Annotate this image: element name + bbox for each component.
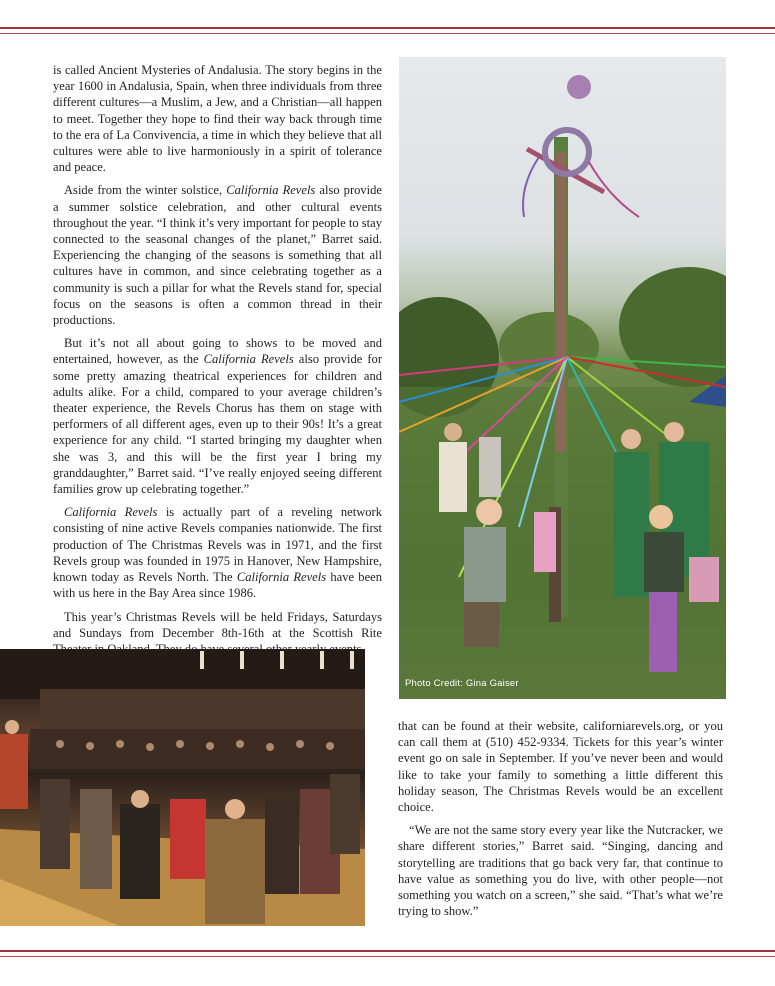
italic-title: California Revels xyxy=(226,183,316,198)
article-left-column xyxy=(53,62,382,664)
top-double-rule xyxy=(0,27,775,36)
photo-credit: Photo Credit: Gina Gaiser xyxy=(405,678,519,689)
text-run: that can be found at their website, californiarevels.org, or you can call them at (510) 452-9334. Tickets for this year’s winter event go on sale in September. If you’ve never been and would like to take your family to something a little different this holiday season, The Christmas Revels would be an excellent choice. xyxy=(398,719,723,815)
paragraph xyxy=(53,504,382,601)
text-run: “We are not the same story every year like the Nutcracker, we share different stories,” Barret said. “Singing, dancing and storytelling are traditions that go back very far, that continue to have value as something you do live, with other people—not something you watch on a screen,” she said. “That’s what we’re trying to show.” xyxy=(398,823,723,919)
text-run: But it’s not all about going to shows to be moved and entertained, however, as the xyxy=(53,336,382,367)
paragraph xyxy=(53,335,382,497)
text-run: also provide for some pretty amazing theatrical experiences for children and adults alike. For a child, compared to your average children’s theater experience, the Revels Chorus has them on stage with performers of all different ages, even up to their 90s! It’s a great experience for any child. “I started bringing my daughter when she was 3, and this will be the first year I bring my granddaughter,” Barret said. “I’ve really enjoyed seeing different families grow up celebrating together.” xyxy=(53,352,383,497)
stage-illustration xyxy=(0,649,365,926)
stage-performance-photo xyxy=(0,649,365,926)
paragraph xyxy=(53,182,382,328)
text-run: also provide a summer solstice celebration, and other cultural events throughout the year. “I think it’s very important for people to stay connected to the seasonal changes of the planet,” Barret said. Experiencing the changing of the seasons is something that all cultures have in common, and since celebrating together as a community is such a pillar for what the Revels stand for, special focus on the seasons is often a common thread in their productions. xyxy=(53,183,383,328)
text-run: have been with us here in the Bay Area since 1986. xyxy=(53,570,382,601)
maypole-photo xyxy=(399,57,726,699)
text-run: Aside from the winter solstice, xyxy=(64,183,227,198)
paragraph xyxy=(398,718,723,815)
italic-title: California Revels xyxy=(64,505,158,520)
paragraph xyxy=(398,822,723,919)
maypole-illustration xyxy=(399,57,726,699)
text-run: is actually part of a reveling network consisting of nine active Revels companies nationwide. The first production of The Christmas Revels was in 1971, and the first Revels group was founded in 1975 in Hanover, New Hampshire, known today as Revels North. The xyxy=(53,505,382,585)
article-right-column xyxy=(398,718,723,926)
text-run: is called Ancient Mysteries of Andalusia. The story begins in the year 1600 in Andalusia, Spain, when three individuals from three different cultures—a Muslim, a Jew, and a Christian—all happen to meet. Together they hope to find their way back through time to the era of La Convivencia, a time in which they believe that all cultures were able to live harmoniously in a spirit of tolerance and peace. xyxy=(53,63,382,175)
text-run: This year’s Christmas Revels will be held Fridays, Saturdays and Sundays from December 8th-16th at the Scottish Rite xyxy=(53,609,382,640)
paragraph xyxy=(53,62,382,175)
italic-title: California Revels xyxy=(203,352,294,367)
italic-title: California Revels xyxy=(236,570,327,585)
bottom-double-rule xyxy=(0,950,775,959)
